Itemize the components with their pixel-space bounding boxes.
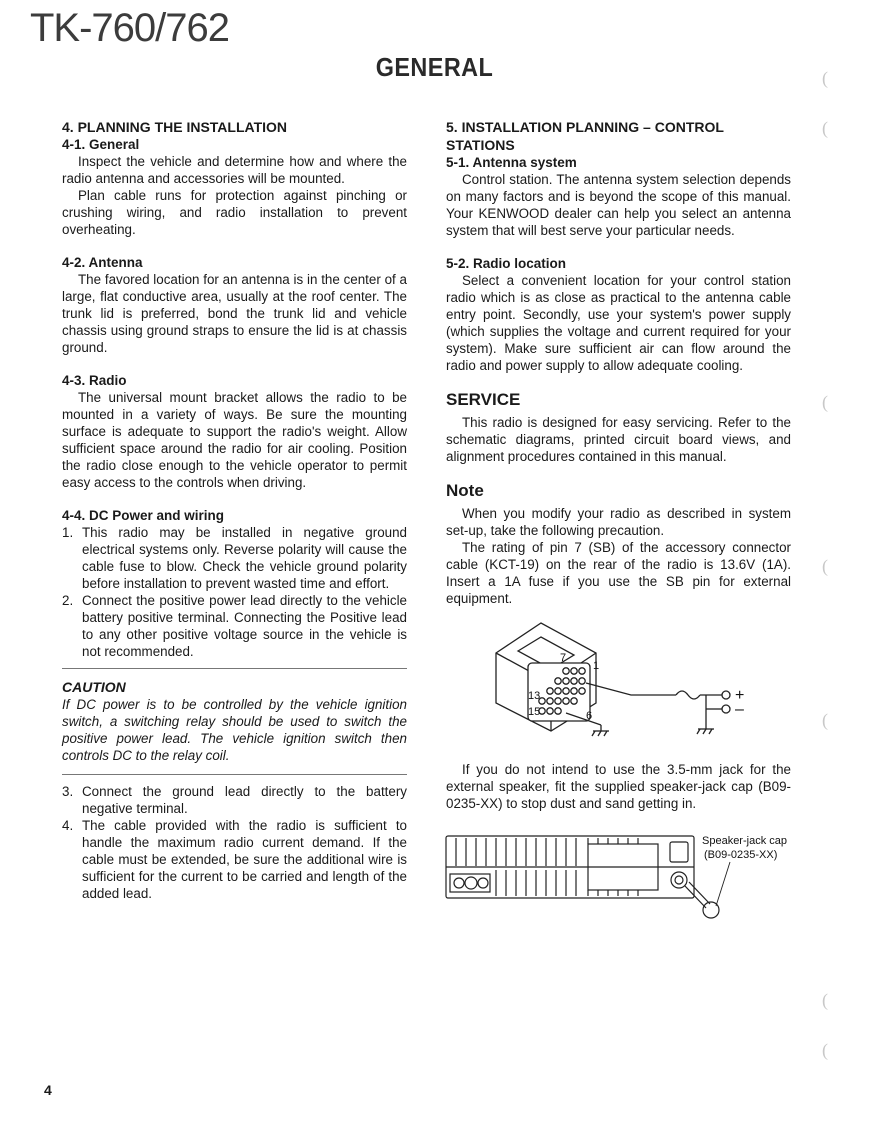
list-item: 4. The cable provided with the radio is sufficient to handle the maximum radio current demand. If the cable must be extended, be sure the additional wire is sufficient for the current to be carried and length of the added lead.: [62, 818, 407, 901]
section-4-1-title: 4-1. General: [62, 137, 140, 152]
note-para-2: The rating of pin 7 (SB) of the accessory connector cable (KCT-19) on the rear of the radio is 13.6V (1A). Insert a 1A fuse if you use the SB pin for external equipment.: [446, 540, 791, 606]
model-title: TK-760/762: [30, 6, 230, 50]
list-item: 2. Connect the positive power lead directly to the vehicle battery positive terminal. Connecting the Positive lead to any other positive voltage source in the vehicle is not recommended.: [62, 593, 407, 659]
plus-label: +: [735, 687, 745, 704]
list-item: 1. This radio may be installed in negative ground electrical systems only. Reverse polarity will cause the cable fuse to blow. Check the vehicle ground polarity before installation to prevent wasted time and effort.: [62, 525, 407, 591]
section-4-3-title: 4-3. Radio: [62, 373, 127, 388]
service-para: This radio is designed for easy servicing. Refer to the schematic diagrams, printed circuit board views, and alignment procedures contained in this manual.: [446, 415, 791, 464]
margin-mark: (: [822, 990, 828, 1010]
speaker-jack: [671, 872, 687, 888]
section-4-2-para-1: The favored location for an antenna is in the center of a large, flat conductive area, usually at the roof center. The trunk lid is preferred, bond the trunk lid and vehicle chassis using ground straps to ensure the lid is at chassis ground.: [62, 272, 407, 355]
caution-text: If DC power is to be controlled by the vehicle ignition switch, a switching relay should be used to switch the positive power lead. The vehicle ignition switch then controls DC to the relay coil.: [62, 697, 407, 763]
pin-15-label: 15: [528, 706, 541, 718]
accessory-port: [670, 842, 688, 862]
section-4-2-title: 4-2. Antenna: [62, 255, 143, 270]
section-5-heading: 5. INSTALLATION PLANNING – CONTROL STATIONS: [446, 119, 724, 153]
caution-box: [62, 668, 407, 775]
note-para-3: If you do not intend to use the 3.5-mm jack for the external speaker, fit the supplied speaker-jack cap (B09-0235-XX) to stop dust and sand getting in.: [446, 762, 791, 811]
pin-1-label: 1: [593, 660, 600, 672]
fuse-symbol: [676, 691, 700, 699]
speaker-jack-cap-label: Speaker-jack cap: [702, 835, 787, 847]
margin-mark: (: [822, 1040, 828, 1060]
section-4-3-para-1: The universal mount bracket allows the radio to be mounted in a variety of ways. Be sure the mounting surface is adequate to support the radio's weight. Allow sufficient space around the radio for air cooling. Position the radio close enough to the vehicle operator to permit easy access to the controls when driving.: [62, 390, 407, 490]
minus-label: –: [735, 701, 744, 718]
dc-power-list-cont: [62, 783, 407, 902]
wire-sb: [586, 683, 676, 695]
section-header: GENERAL: [375, 52, 494, 82]
section-4-heading: 4. PLANNING THE INSTALLATION: [62, 119, 288, 135]
connector-diagram: [446, 613, 791, 743]
pin-13-label: 13: [528, 690, 541, 702]
dc-power-list: [62, 524, 407, 660]
left-column: [62, 118, 407, 902]
margin-mark: (: [822, 710, 828, 730]
margin-mark: (: [822, 68, 828, 88]
speaker-jack-cap-part: (B09-0235-XX): [704, 849, 778, 861]
margin-mark: (: [822, 118, 828, 138]
note-title: Note: [446, 481, 484, 500]
terminal-plus: [722, 691, 730, 699]
service-title: SERVICE: [446, 390, 521, 409]
speaker-jack-diagram: [438, 822, 798, 932]
section-4-1-para-2: Plan cable runs for protection against pinching or crushing wiring, and radio installation to prevent overheating.: [62, 188, 407, 237]
margin-mark: (: [822, 556, 828, 576]
section-4-1-para-1: Inspect the vehicle and determine how and where the radio antenna and accessories will be mounted.: [62, 154, 407, 186]
list-item: 3. Connect the ground lead directly to the battery negative terminal.: [62, 784, 407, 816]
section-5-1-para-1: Control station. The antenna system selection depends on many factors and is beyond the scope of this manual. Your KENWOOD dealer can help you select an antenna system that will best serve your particular needs.: [446, 172, 791, 238]
section-4-4-title: 4-4. DC Power and wiring: [62, 508, 225, 523]
page-number: 4: [44, 1082, 52, 1098]
section-5-2-title: 5-2. Radio location: [446, 256, 567, 271]
caution-title: CAUTION: [62, 679, 126, 695]
pin-7-label: 7: [560, 652, 567, 664]
section-5-1-title: 5-1. Antenna system: [446, 155, 577, 170]
note-para-1: When you modify your radio as described in system set-up, take the following precaution.: [446, 506, 791, 538]
section-5-2-para-1: Select a convenient location for your control station radio which is as close as practical to the antenna cable entry point. Secondly, use your system's power supply (which supplies the voltage and current required for your system). Make sure sufficient air can flow around the radio and power supply to allow adequate cooling.: [446, 273, 791, 373]
right-column: [446, 118, 791, 932]
terminal-minus: [722, 705, 730, 713]
margin-mark: (: [822, 392, 828, 412]
pin-6-label: 6: [586, 710, 593, 722]
